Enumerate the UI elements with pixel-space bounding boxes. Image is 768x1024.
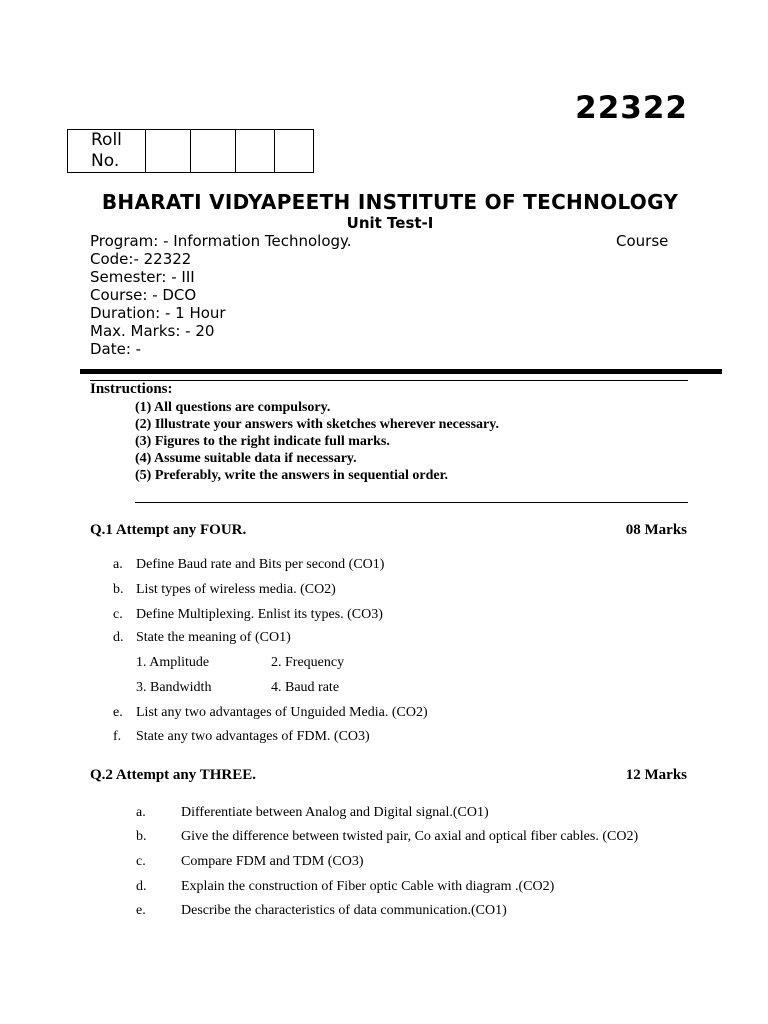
instruction-item: (2) Illustrate your answers with sketches wherever necessary. bbox=[135, 417, 499, 432]
duration-line: Duration: - 1 Hour bbox=[90, 304, 226, 322]
instruction-item: (4) Assume suitable data if necessary. bbox=[135, 451, 357, 466]
roll-label-line1: Roll bbox=[91, 130, 122, 150]
course-code-word: Course bbox=[616, 232, 669, 250]
q2-item-text: Describe the characteristics of data communication.(CO1) bbox=[181, 903, 507, 918]
q1-item-text: State the meaning of (CO1) bbox=[136, 630, 291, 645]
q2-item-letter: c. bbox=[136, 854, 146, 869]
q1-item-letter: f. bbox=[113, 729, 122, 744]
instruction-item: (1) All questions are compulsory. bbox=[135, 400, 331, 415]
q1-item-letter: c. bbox=[113, 607, 123, 622]
q1-item-text: Define Baud rate and Bits per second (CO1) bbox=[136, 557, 385, 572]
q2-item-letter: d. bbox=[136, 879, 147, 894]
q1-subitem: 3. Bandwidth bbox=[136, 680, 212, 695]
roll-digit-box[interactable] bbox=[146, 130, 191, 173]
q2-item-letter: a. bbox=[136, 805, 146, 820]
q1-subitem: 2. Frequency bbox=[271, 655, 345, 670]
max-marks-line: Max. Marks: - 20 bbox=[90, 322, 215, 340]
q1-item-letter: d. bbox=[113, 630, 124, 645]
q2-item-text: Give the difference between twisted pair, Co axial and optical fiber cables. (CO2) bbox=[181, 829, 639, 844]
roll-number-table bbox=[67, 129, 314, 173]
instructions-divider bbox=[135, 502, 688, 503]
instructions-heading: Instructions: bbox=[90, 381, 173, 397]
header-divider-thick bbox=[80, 369, 722, 374]
q2-item-letter: b. bbox=[136, 829, 147, 844]
course-code-line: Code:- 22322 bbox=[90, 250, 192, 268]
q2-item-text: Differentiate between Analog and Digital signal.(CO1) bbox=[181, 805, 489, 820]
roll-digit-box[interactable] bbox=[191, 130, 236, 173]
q1-item-text: State any two advantages of FDM. (CO3) bbox=[136, 729, 370, 744]
q2-item-text: Explain the construction of Fiber optic Cable with diagram .(CO2) bbox=[181, 879, 555, 894]
paper-code: 22322 bbox=[575, 90, 688, 126]
q1-item-letter: e. bbox=[113, 705, 123, 720]
q1-item-letter: a. bbox=[113, 557, 123, 572]
q1-item-text: List any two advantages of Unguided Media. (CO2) bbox=[136, 705, 428, 720]
q1-item-text: Define Multiplexing. Enlist its types. (CO3) bbox=[136, 607, 383, 622]
roll-no-label bbox=[68, 130, 146, 173]
q1-subitem: 4. Baud rate bbox=[271, 680, 340, 695]
course-line: Course: - DCO bbox=[90, 286, 197, 304]
roll-digit-box[interactable] bbox=[275, 130, 314, 173]
roll-digit-box[interactable] bbox=[236, 130, 275, 173]
program-line: Program: - Information Technology. bbox=[90, 232, 352, 250]
q2-item-letter: e. bbox=[136, 903, 146, 918]
institute-name: BHARATI VIDYAPEETH INSTITUTE OF TECHNOLOGY bbox=[101, 190, 679, 214]
q2-marks: 12 Marks bbox=[625, 767, 687, 783]
q1-subitem: 1. Amplitude bbox=[136, 655, 210, 670]
q1-item-text: List types of wireless media. (CO2) bbox=[136, 582, 336, 597]
q2-item-text: Compare FDM and TDM (CO3) bbox=[181, 854, 364, 869]
test-name: Unit Test-I bbox=[346, 214, 434, 232]
q2-title: Q.2 Attempt any THREE. bbox=[90, 767, 256, 783]
instruction-item: (5) Preferably, write the answers in sequential order. bbox=[135, 468, 449, 483]
semester-line: Semester: - III bbox=[90, 268, 195, 286]
q1-item-letter: b. bbox=[113, 582, 124, 597]
header-divider-thin bbox=[90, 380, 688, 381]
instruction-item: (3) Figures to the right indicate full marks. bbox=[135, 434, 390, 449]
date-line: Date: - bbox=[90, 340, 142, 358]
q1-marks: 08 Marks bbox=[625, 522, 687, 538]
q1-title: Q.1 Attempt any FOUR. bbox=[90, 522, 247, 538]
roll-label-line2: No. bbox=[91, 151, 120, 171]
